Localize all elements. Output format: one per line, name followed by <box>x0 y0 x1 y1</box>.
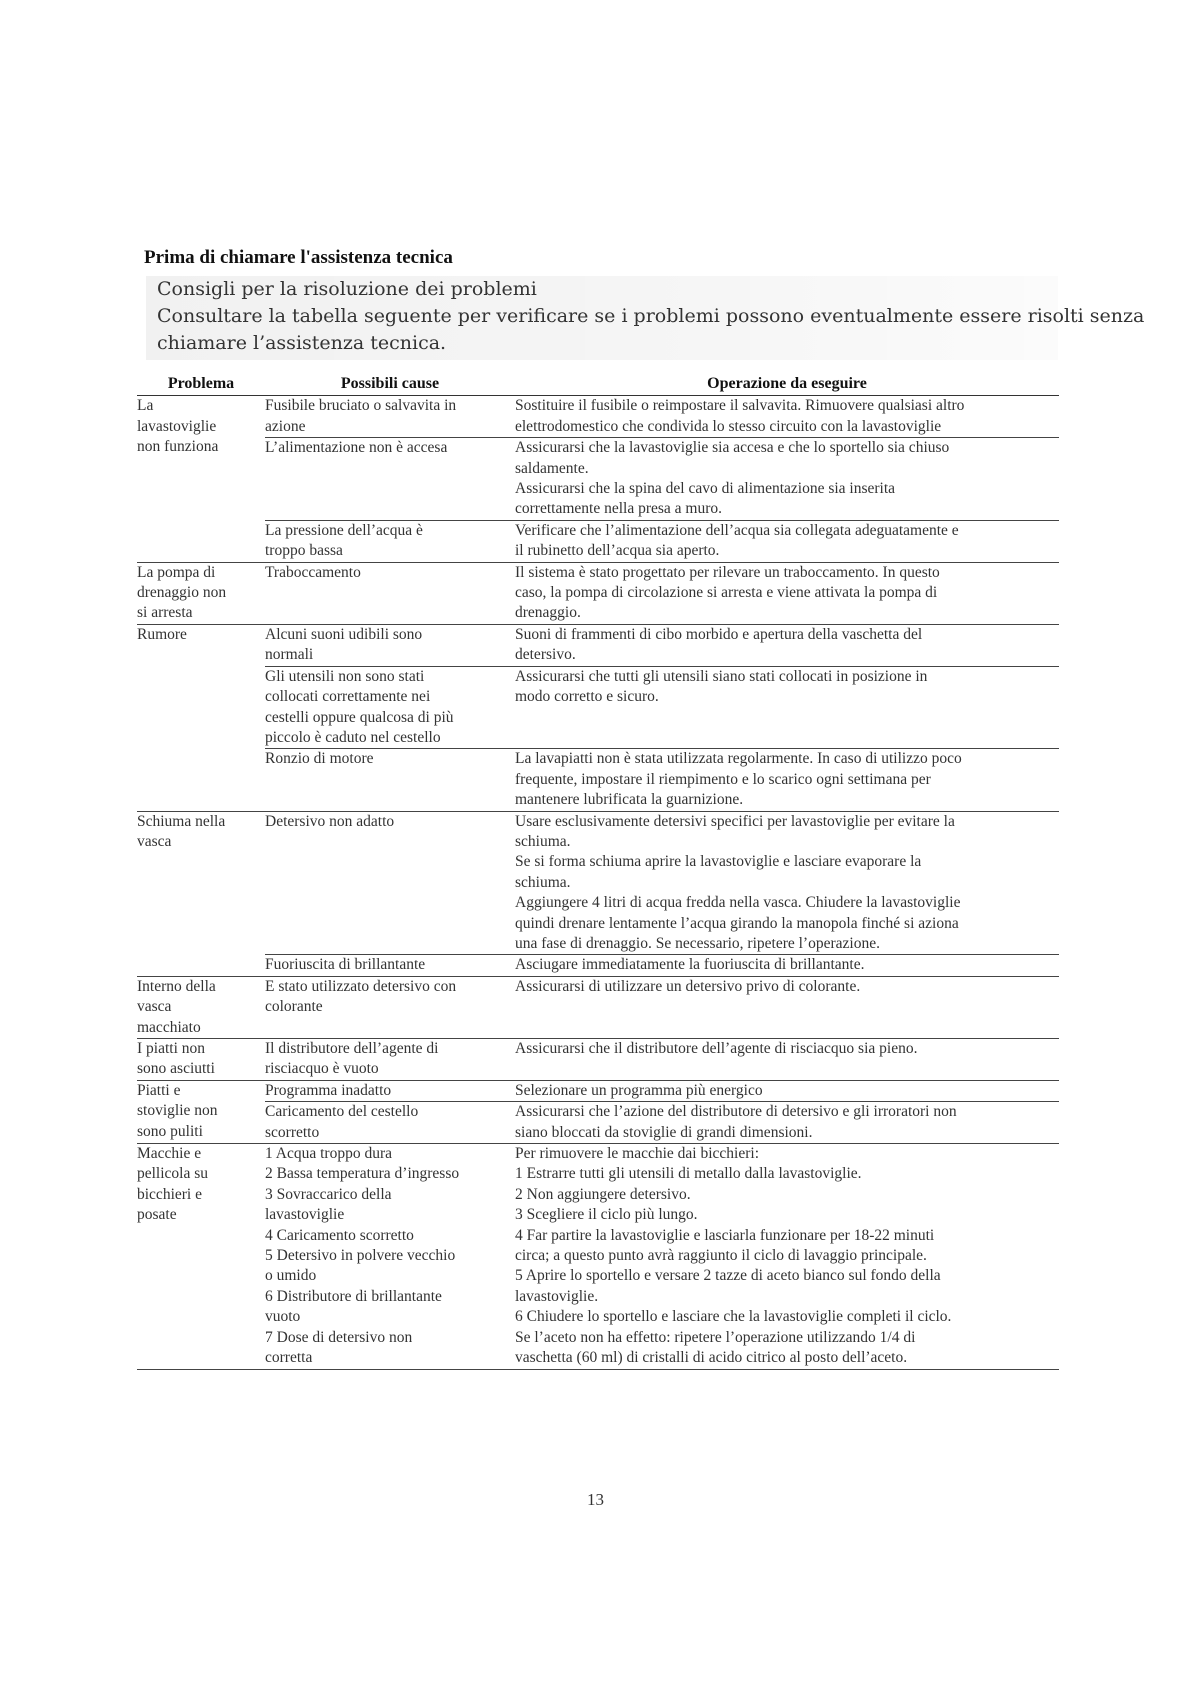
header-possibili-cause: Possibili cause <box>265 372 515 396</box>
action-text: Asciugare immediatamente la fuoriuscita di brillantante. <box>515 956 865 974</box>
action-cell <box>515 396 1059 438</box>
table-row <box>137 811 1059 955</box>
intro-heading: Consigli per la risoluzione dei problemi <box>157 278 537 300</box>
cause-text: Il distributore dell’agente di risciacquo è vuoto <box>265 1040 439 1078</box>
problem-text: La lavastoviglie non funziona <box>137 397 219 456</box>
cause-text: Fuoriuscita di brillantante <box>265 956 426 974</box>
troubleshooting-table <box>137 372 1059 1370</box>
cause-cell <box>265 811 515 955</box>
action-cell <box>515 624 1059 666</box>
problem-text: Piatti e stoviglie non sono puliti <box>137 1081 218 1140</box>
cause-text: La pressione dell’acqua è troppo bassa <box>265 521 423 560</box>
action-cell <box>515 438 1059 521</box>
cause-text: Caricamento del cestello scorretto <box>265 1103 419 1141</box>
action-cell <box>515 520 1059 562</box>
problem-cell <box>137 1080 265 1143</box>
action-text: Assicurarsi che la lavastoviglie sia accesa e che lo sportello sia chiuso saldamente. Assicurarsi che la spina del cavo di alimentazione sia inserita correttamente nella presa a muro. <box>515 439 950 518</box>
action-cell <box>515 1144 1059 1369</box>
problem-text: Macchie e pellicola su bicchieri e posate <box>137 1145 209 1224</box>
cause-text: Ronzio di motore <box>265 750 374 768</box>
cause-text: E stato utilizzato detersivo con colorante <box>265 977 457 1016</box>
page-number: 13 <box>587 1490 604 1509</box>
action-cell <box>515 749 1059 811</box>
table-row <box>137 1144 1059 1369</box>
action-text: Per rimuovere le macchie dai bicchieri: 1 Estrarre tutti gli utensili di metallo dalla lavastoviglie. 2 Non aggiungere detersivo. 3 Scegliere il ciclo più lungo. 4 Far partire la lavastoviglie e lasciarla funzionare per 18-22 minuti circa; a questo punto avrà raggiunto il ciclo di lavaggio principale. 5 Aprire lo sportello e versare 2 tazze di aceto bianco sul fondo della lavastoviglie. 6 Chiudere lo sportello e lasciare che la lavastoviglie completi il ciclo. Se l’aceto non ha effetto: ripetere l’operazione utilizzando 1/4 di vaschetta (60 ml) di cristalli di acido citrico al posto dell’aceto. <box>515 1145 952 1367</box>
table-body <box>137 396 1059 1369</box>
cause-text: Traboccamento <box>265 563 361 581</box>
table-row <box>137 1039 1059 1081</box>
problem-text: Rumore <box>137 625 187 643</box>
cause-cell <box>265 1039 515 1081</box>
cause-text: Fusibile bruciato o salvavita in azione <box>265 397 457 435</box>
action-text: Suoni di frammenti di cibo morbido e apertura della vaschetta del detersivo. <box>515 625 923 664</box>
action-cell <box>515 1039 1059 1081</box>
action-text: Il sistema è stato progettato per rilevare un traboccamento. In questo caso, la pompa di circolazione si arresta e viene attivata la pompa di drenaggio. <box>515 563 940 622</box>
cause-cell <box>265 520 515 562</box>
cause-cell <box>265 1080 515 1101</box>
table-row <box>137 1102 1059 1144</box>
problem-cell <box>137 811 265 976</box>
problem-cell <box>137 396 265 562</box>
page-title: Prima di chiamare l'assistenza tecnica <box>144 247 453 268</box>
cause-text: Alcuni suoni udibili sono normali <box>265 625 423 664</box>
intro-box <box>146 276 1145 360</box>
table-row <box>137 624 1059 666</box>
problem-text: Schiuma nella vasca <box>137 812 226 850</box>
table-row <box>137 976 1059 1038</box>
action-cell <box>515 1102 1059 1144</box>
problem-text: Interno della vasca macchiato <box>137 977 216 1036</box>
action-text: Assicurarsi di utilizzare un detersivo privo di colorante. <box>515 977 861 995</box>
table-row <box>137 955 1059 976</box>
header-problema: Problema <box>137 372 265 396</box>
cause-cell <box>265 666 515 749</box>
table-row <box>137 520 1059 562</box>
cause-cell <box>265 955 515 976</box>
problem-cell <box>137 1039 265 1081</box>
problem-cell <box>137 624 265 811</box>
action-text: Assicurarsi che l’azione del distributore di detersivo e gli irroratori non siano bloccati da stoviglie di grandi dimensioni. <box>515 1103 957 1141</box>
cause-text: Gli utensili non sono stati collocati correttamente nei cestelli oppure qualcosa di più piccolo è caduto nel cestello <box>265 667 454 746</box>
cause-text: Programma inadatto <box>265 1081 392 1099</box>
table-row <box>137 666 1059 749</box>
problem-text: I piatti non sono asciutti <box>137 1040 215 1078</box>
table-header-row <box>137 372 1059 396</box>
intro-line-2: chiamare l’assistenza tecnica. <box>157 332 447 354</box>
cause-cell <box>265 976 515 1038</box>
problem-cell <box>137 976 265 1038</box>
action-text: Verificare che l’alimentazione dell’acqua sia collegata adeguatamente e il rubinetto dell’acqua sia aperto. <box>515 521 959 560</box>
action-text: Assicurarsi che tutti gli utensili siano stati collocati in posizione in modo corretto e sicuro. <box>515 667 928 706</box>
table-row <box>137 1080 1059 1101</box>
action-text: Selezionare un programma più energico <box>515 1081 763 1099</box>
cause-cell <box>265 396 515 438</box>
problem-cell <box>137 562 265 624</box>
action-cell <box>515 811 1059 955</box>
cause-cell <box>265 1144 515 1369</box>
table-row <box>137 438 1059 521</box>
action-text: La lavapiatti non è stata utilizzata regolarmente. In caso di utilizzo poco frequente, impostare il riempimento e lo scarico ogni settimana per mantenere lubrificata la guarnizione. <box>515 750 962 809</box>
action-cell <box>515 1080 1059 1101</box>
action-cell <box>515 955 1059 976</box>
action-cell <box>515 976 1059 1038</box>
problem-cell <box>137 1144 265 1369</box>
action-cell <box>515 666 1059 749</box>
table-row <box>137 562 1059 624</box>
cause-text: 1 Acqua troppo dura 2 Bassa temperatura d’ingresso 3 Sovraccarico della lavastoviglie 4 Caricamento scorretto 5 Detersivo in polvere vecchio o umido 6 Distributore di brillantante vuoto 7 Dose di detersivo non corretta <box>265 1145 460 1367</box>
cause-text: Detersivo non adatto <box>265 812 395 830</box>
action-text: Usare esclusivamente detersivi specifici per lavastoviglie per evitare la schiuma. Se si forma schiuma aprire la lavastoviglie e lasciare evaporare la schiuma. Aggiungere 4 litri di acqua fredda nella vasca. Chiudere la lavastoviglie quindi drenare lentamente l’acqua girando la manopola finché si aziona una fase di drenaggio. Se necessario, ripetere l’operazione. <box>515 812 961 952</box>
cause-cell <box>265 1102 515 1144</box>
action-text: Sostituire il fusibile o reimpostare il salvavita. Rimuovere qualsiasi altro elettrodomestico che condivida lo stesso circuito con la lavastoviglie <box>515 397 965 435</box>
cause-cell <box>265 749 515 811</box>
action-text: Assicurarsi che il distributore dell’agente di risciacquo sia pieno. <box>515 1040 918 1057</box>
table-row <box>137 749 1059 811</box>
cause-text: L’alimentazione non è accesa <box>265 439 448 457</box>
action-cell <box>515 562 1059 624</box>
intro-line-1: Consultare la tabella seguente per verificare se i problemi possono eventualmente essere risolti senza <box>157 305 1145 327</box>
cause-cell <box>265 624 515 666</box>
cause-cell <box>265 438 515 521</box>
problem-text: La pompa di drenaggio non si arresta <box>137 563 227 622</box>
header-operazione: Operazione da eseguire <box>515 372 1059 396</box>
cause-cell <box>265 562 515 624</box>
table-row <box>137 396 1059 438</box>
